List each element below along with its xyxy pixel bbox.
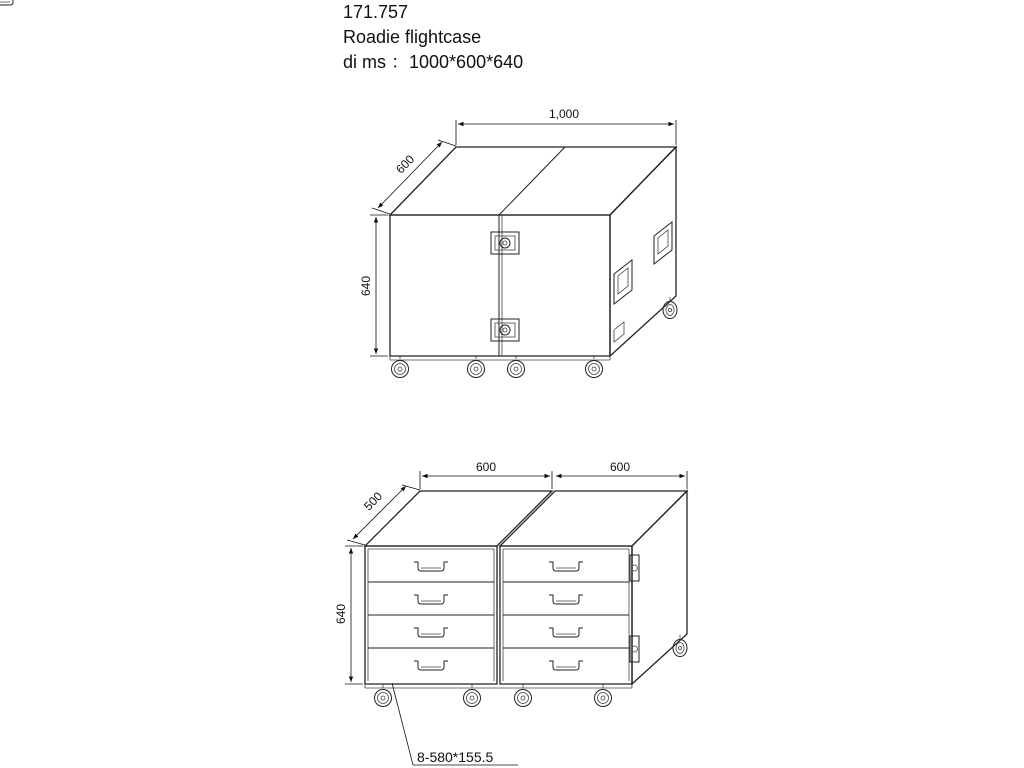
dimensions-text: di ms ：1000*600*640: [343, 52, 524, 72]
depth-label: 500: [361, 489, 386, 514]
width-dimension: [456, 107, 676, 145]
drawer-handle-icon: [549, 595, 583, 604]
drawer-handle-icon: [549, 661, 583, 670]
caster-wheel-icon: [663, 297, 677, 319]
drawer-handle-icon: [414, 661, 448, 670]
height-dimension: [334, 546, 363, 684]
caster-wheel-icon: [468, 355, 485, 378]
right-width-dimension: [556, 460, 687, 489]
drawer-handle-icon: [549, 628, 583, 637]
closed-case-body: [390, 147, 676, 360]
drawer-handle-icon: [549, 562, 583, 571]
height-label: 640: [359, 275, 373, 297]
latch-upper-icon: [491, 232, 519, 254]
caster-wheel-icon: [515, 684, 532, 707]
right-width-label: 600: [609, 460, 631, 474]
caster-wheel-icon: [375, 684, 392, 707]
left-width-label: 600: [475, 460, 497, 474]
drawer-callout-label: 8-580*155.5: [417, 749, 494, 765]
caster-wheel-icon: [392, 355, 409, 378]
side-plate-icon: [614, 322, 624, 342]
depth-dimension: [347, 485, 420, 545]
depth-label: 600: [393, 152, 418, 177]
width-label: 1,000: [548, 107, 580, 121]
caster-wheel-icon: [673, 635, 687, 657]
item-code: 171.757: [343, 2, 409, 22]
latch-lower-icon: [491, 319, 519, 341]
closed-case-view: [359, 107, 677, 378]
caster-wheel-icon: [464, 684, 481, 707]
drawer-handle-icon: [414, 562, 448, 571]
side-handle-icon: [654, 222, 672, 264]
caster-wheel-icon: [586, 355, 603, 378]
depth-dimension: [372, 140, 456, 214]
drawer-callout: [392, 683, 518, 765]
drawer-handle-icon: [414, 628, 448, 637]
left-width-dimension: [420, 460, 552, 489]
caster-wheel-icon: [508, 355, 525, 378]
side-handle-icon: [614, 260, 632, 304]
height-label: 640: [334, 603, 348, 625]
product-name: Roadie flightcase: [343, 27, 482, 47]
drawer-handles: [0, 0, 17, 5]
caster-wheel-icon: [595, 684, 612, 707]
drawer-handle-icon: [414, 595, 448, 604]
height-dimension: [359, 215, 388, 356]
